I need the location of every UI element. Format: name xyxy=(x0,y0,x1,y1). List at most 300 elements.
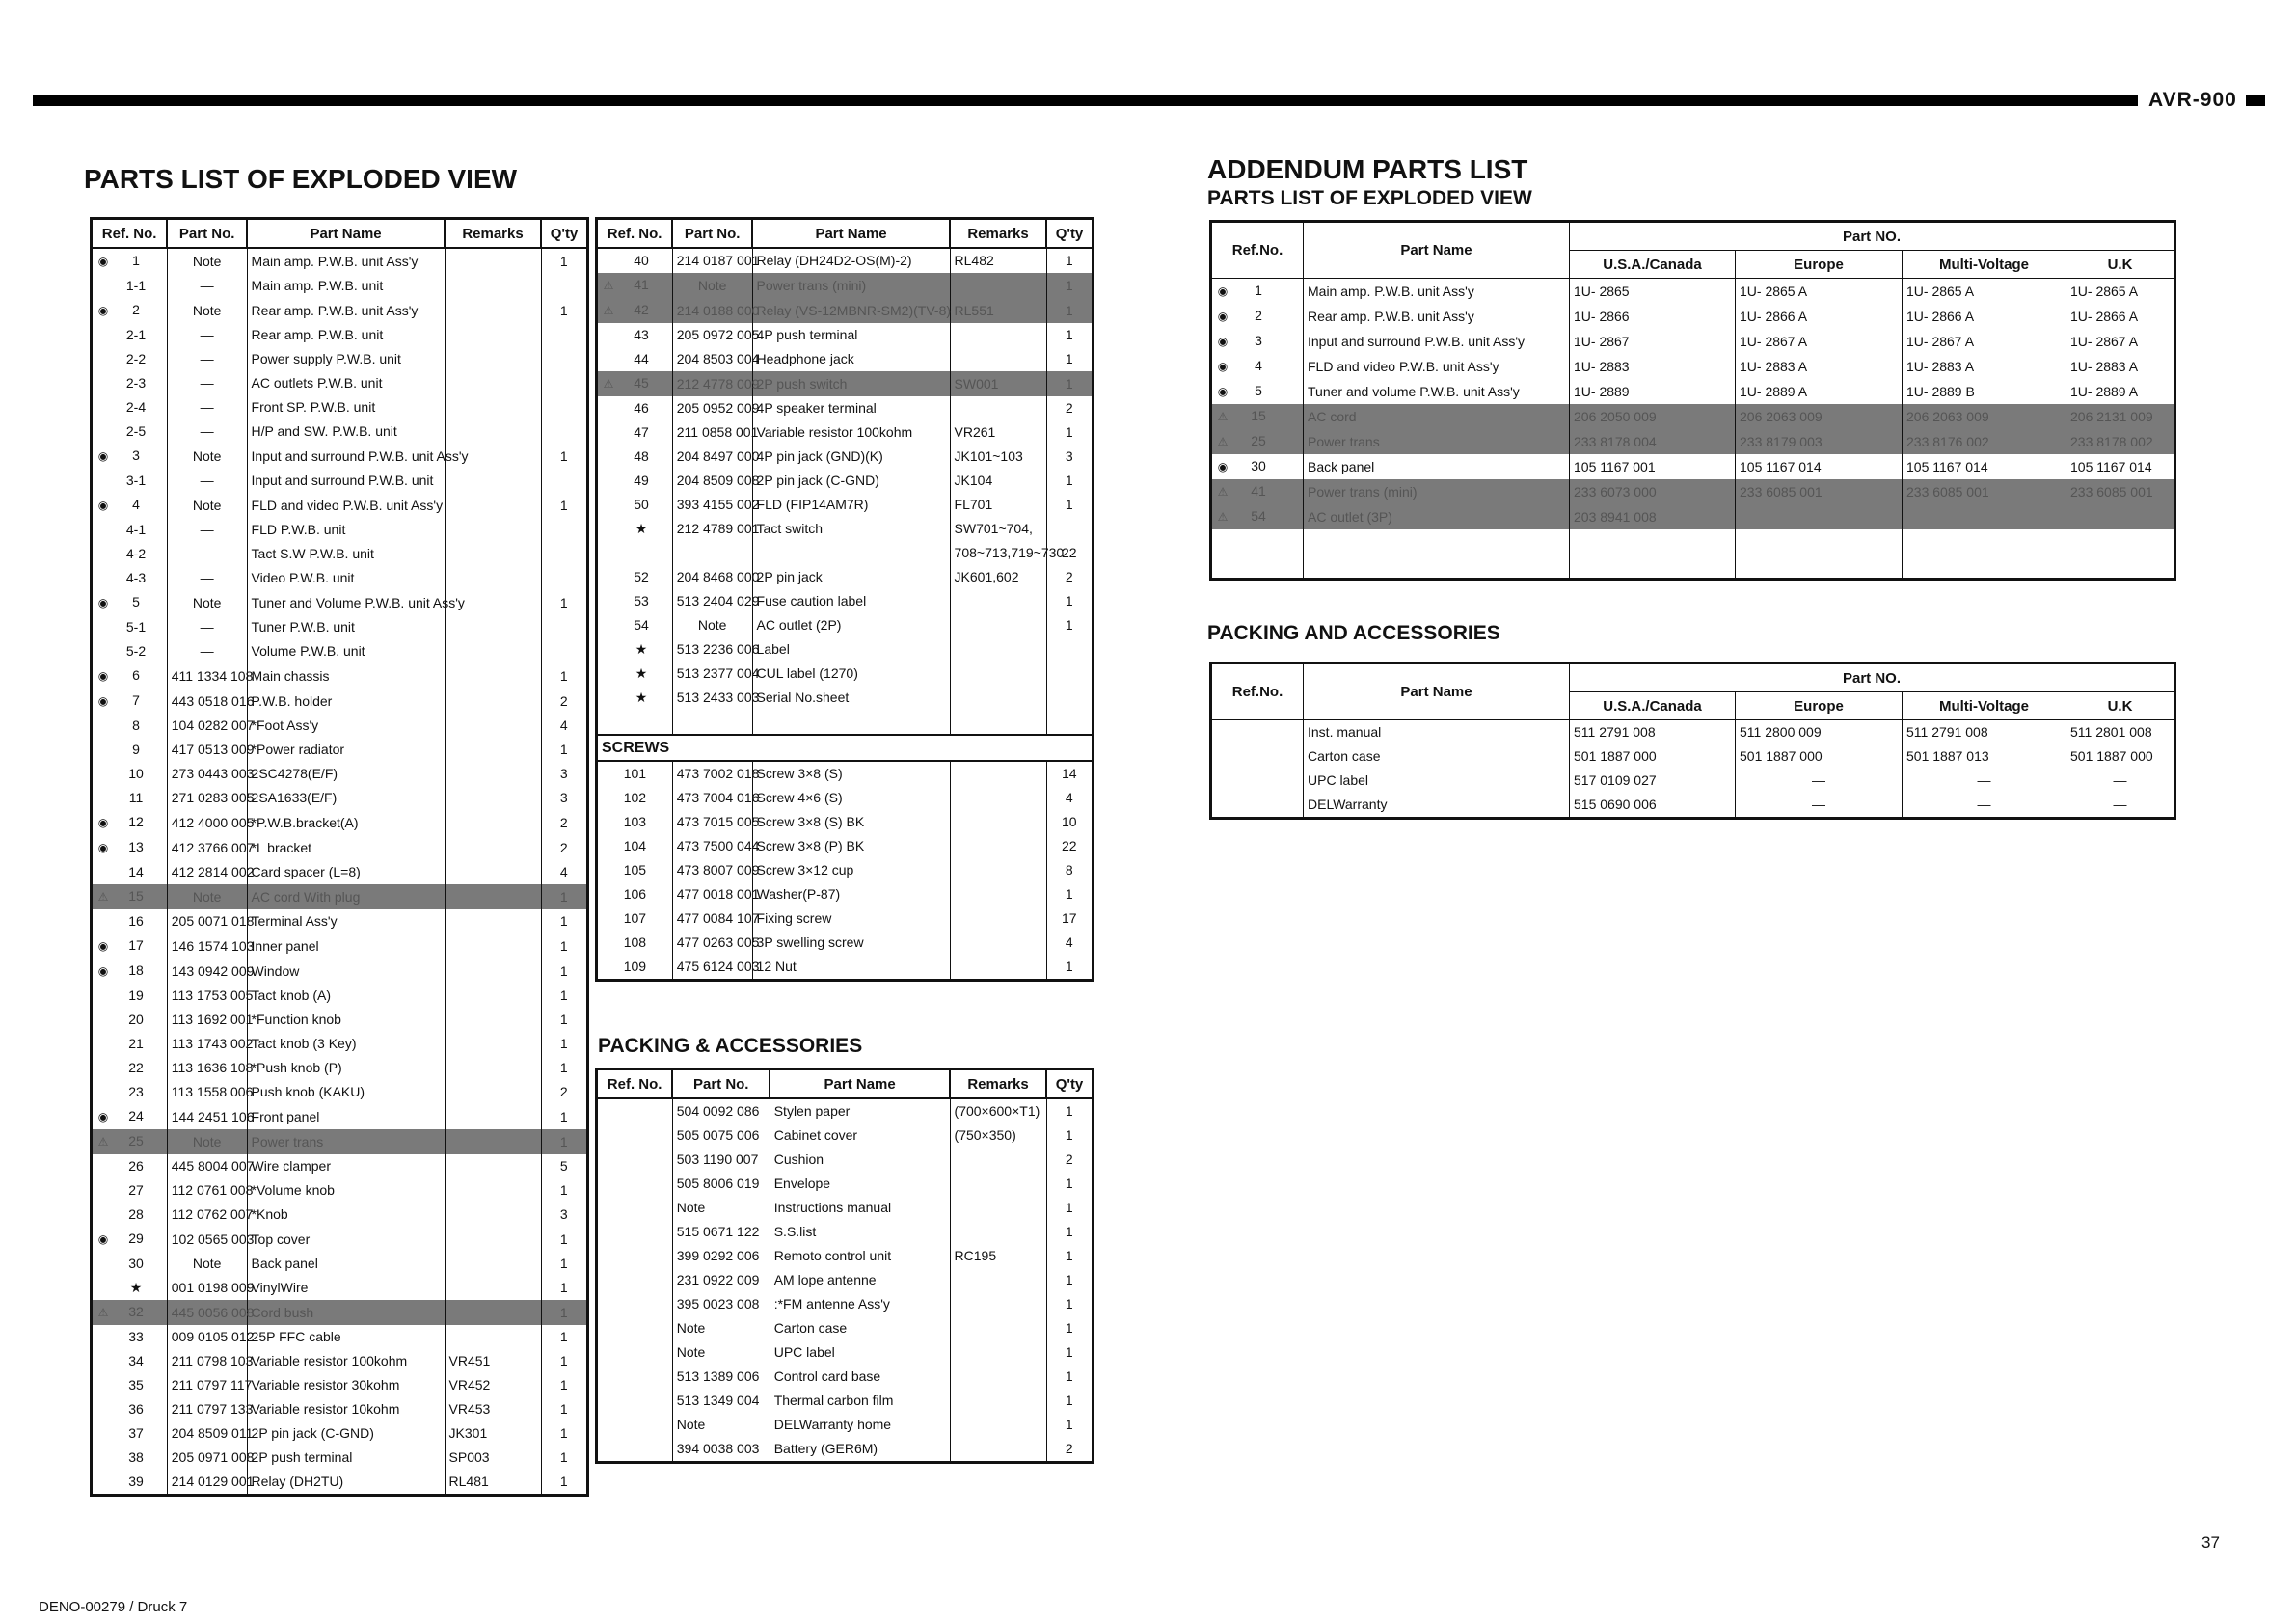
part-name-cell: Volume P.W.B. unit xyxy=(247,639,445,663)
part-no-cell: 1U- 2883 A xyxy=(1903,354,2066,379)
part-no-cell: 511 2791 008 xyxy=(1903,720,2066,745)
ref-cell xyxy=(1211,720,1304,745)
ref-number: 21 xyxy=(128,1036,144,1051)
part-name-cell: Card spacer (L=8) xyxy=(247,860,445,884)
remarks-cell: RC195 xyxy=(950,1244,1046,1268)
ref-number: 7 xyxy=(132,692,140,708)
remarks-cell xyxy=(445,1104,541,1129)
ref-cell xyxy=(92,1325,168,1349)
ref-cell xyxy=(597,1244,673,1268)
ref-number: 3 xyxy=(1255,333,1262,348)
qty-cell: 1 xyxy=(541,298,588,323)
remarks-cell xyxy=(950,613,1046,637)
part-no-cell xyxy=(2066,504,2175,529)
table-row xyxy=(1211,769,2175,793)
table-row xyxy=(597,761,1094,786)
part-name-cell: Main chassis xyxy=(247,663,445,689)
part-no-cell: 511 2801 008 xyxy=(2066,720,2175,745)
ref-number: 22 xyxy=(128,1060,144,1075)
addendum-table xyxy=(1209,220,2176,581)
remarks-cell xyxy=(445,714,541,738)
ref-cell xyxy=(597,1316,673,1340)
table-row xyxy=(92,663,588,689)
ref-cell xyxy=(92,835,168,860)
table-row xyxy=(92,810,588,835)
col-remarks: Remarks xyxy=(950,1069,1046,1099)
part-name-cell: AC outlets P.W.B. unit xyxy=(247,371,445,395)
part-name-cell: *Push knob (P) xyxy=(247,1056,445,1080)
col-part-name: Part Name xyxy=(752,219,950,249)
part-name-cell: Tact knob (A) xyxy=(247,984,445,1008)
ref-number: 43 xyxy=(634,327,649,342)
remarks-cell xyxy=(445,1008,541,1032)
remarks-cell xyxy=(445,959,541,984)
qty-cell xyxy=(541,395,588,419)
remarks-cell xyxy=(445,323,541,347)
remarks-cell xyxy=(445,762,541,786)
ref-cell xyxy=(92,298,168,323)
part-name-cell: 2SA1633(E/F) xyxy=(247,786,445,810)
ref-cell xyxy=(597,248,673,273)
part-name-cell: Tuner and volume P.W.B. unit Ass'y xyxy=(1304,379,1570,404)
part-no-cell: 473 7015 005 xyxy=(672,810,752,834)
part-name-cell: Tuner and Volume P.W.B. unit Ass'y xyxy=(247,590,445,615)
part-name-cell: Battery (GER6M) xyxy=(770,1437,950,1463)
ref-cell xyxy=(597,445,673,469)
marker-icon: ◉ xyxy=(97,255,109,268)
remarks-cell xyxy=(445,1203,541,1227)
ref-number: 1-1 xyxy=(125,278,147,293)
table-row xyxy=(597,420,1094,445)
col-multi: Multi-Voltage xyxy=(1903,251,2066,279)
table-row xyxy=(92,1252,588,1276)
ref-cell xyxy=(597,1196,673,1220)
ref-number: 54 xyxy=(634,617,649,633)
part-no-cell: 206 2063 009 xyxy=(1903,404,2066,429)
remarks-cell xyxy=(950,810,1046,834)
remarks-cell xyxy=(445,663,541,689)
ref-cell: 109 xyxy=(597,955,673,981)
part-no-cell: — xyxy=(167,518,247,542)
part-no-cell: 473 8007 009 xyxy=(672,858,752,882)
ref-cell xyxy=(92,469,168,493)
part-no-cell: 475 6124 003 xyxy=(672,955,752,981)
ref-cell xyxy=(92,1154,168,1178)
remarks-cell xyxy=(445,518,541,542)
col-multi: Multi-Voltage xyxy=(1903,692,2066,720)
table-row xyxy=(1211,479,2175,504)
part-no-cell: 1U- 2883 A xyxy=(2066,354,2175,379)
part-name-cell: Main amp. P.W.B. unit xyxy=(247,274,445,298)
table-row xyxy=(92,689,588,714)
part-no-cell: 501 1887 000 xyxy=(1570,744,1736,769)
ref-number: 13 xyxy=(128,839,144,854)
ref-cell: 101 xyxy=(597,761,673,786)
ref-cell xyxy=(597,1389,673,1413)
part-name-cell: Power supply P.W.B. unit xyxy=(247,347,445,371)
table-row xyxy=(92,1178,588,1203)
remarks-cell: FL701 xyxy=(950,493,1046,517)
table-row xyxy=(597,1292,1094,1316)
marker-icon: ⚠ xyxy=(1217,410,1229,423)
exploded-parts-table xyxy=(90,217,589,1497)
part-no-cell: 411 1334 108 xyxy=(167,663,247,689)
part-name-cell: Video P.W.B. unit xyxy=(247,566,445,590)
remarks-cell xyxy=(950,858,1046,882)
ref-cell xyxy=(1211,793,1304,819)
part-name-cell: 12 Nut xyxy=(752,955,950,981)
part-name-cell: Input and surround P.W.B. unit xyxy=(247,469,445,493)
qty-cell: 1 xyxy=(1046,273,1094,298)
table-row xyxy=(1211,304,2175,329)
part-name-cell: 2P pin jack (C-GND) xyxy=(752,469,950,493)
part-no-cell: 513 1349 004 xyxy=(672,1389,770,1413)
table-row xyxy=(92,542,588,566)
table-row xyxy=(1211,454,2175,479)
qty-cell: 4 xyxy=(541,860,588,884)
marker-icon: ◉ xyxy=(97,449,109,463)
ref-cell xyxy=(597,1437,673,1463)
remarks-cell xyxy=(445,1129,541,1154)
part-no-cell: 1U- 2866 A xyxy=(1903,304,2066,329)
remarks-cell xyxy=(950,589,1046,613)
col-qty: Q'ty xyxy=(1046,219,1094,249)
table-row xyxy=(597,834,1094,858)
part-no-cell: 205 0971 008 xyxy=(167,1446,247,1470)
ref-cell xyxy=(92,714,168,738)
ref-number: 4-1 xyxy=(125,522,147,537)
ref-number: 41 xyxy=(634,277,649,292)
part-no-cell: 477 0084 107 xyxy=(672,906,752,931)
part-name-cell xyxy=(752,710,950,735)
part-name-cell: Cushion xyxy=(770,1148,950,1172)
part-no-cell xyxy=(2066,529,2175,554)
qty-cell: 1 xyxy=(541,1300,588,1325)
qty-cell xyxy=(541,542,588,566)
part-no-cell: 1U- 2865 A xyxy=(2066,279,2175,305)
qty-cell xyxy=(1046,686,1094,710)
table-row xyxy=(92,884,588,909)
ref-cell xyxy=(597,1123,673,1148)
part-no-cell: 204 8503 004 xyxy=(672,347,752,371)
part-no-cell: 143 0942 009 xyxy=(167,959,247,984)
part-no-cell: 513 2404 029 xyxy=(672,589,752,613)
part-name-cell: Tact switch xyxy=(752,517,950,541)
part-name-cell: :*FM antenne Ass'y xyxy=(770,1292,950,1316)
ref-cell: 102 xyxy=(597,786,673,810)
remarks-cell xyxy=(445,909,541,933)
col-part-no: Part No. xyxy=(672,1069,770,1099)
part-name-cell: Relay (VS-12MBNR-SM2)(TV-8) xyxy=(752,298,950,323)
header-rule xyxy=(33,95,2138,106)
remarks-cell xyxy=(950,1268,1046,1292)
table-row xyxy=(92,1373,588,1397)
part-name-cell: Rear amp. P.W.B. unit Ass'y xyxy=(247,298,445,323)
table-row xyxy=(597,248,1094,273)
qty-cell: 1 xyxy=(1046,248,1094,273)
marker-icon: ⚠ xyxy=(97,1135,109,1149)
remarks-cell xyxy=(445,347,541,371)
ref-cell xyxy=(92,323,168,347)
ref-number: 44 xyxy=(634,351,649,366)
remarks-cell xyxy=(950,1389,1046,1413)
qty-cell: 3 xyxy=(541,762,588,786)
qty-cell: 3 xyxy=(541,786,588,810)
ref-cell xyxy=(92,1032,168,1056)
ref-cell xyxy=(597,710,673,735)
ref-cell xyxy=(1211,304,1304,329)
qty-cell: 10 xyxy=(1046,810,1094,834)
ref-cell xyxy=(1211,769,1304,793)
part-no-cell: 1U- 2866 A xyxy=(1736,304,1903,329)
part-no-cell: 1U- 2867 A xyxy=(1903,329,2066,354)
table-row xyxy=(597,955,1094,981)
remarks-cell xyxy=(950,1437,1046,1463)
part-no-cell: 513 2377 004 xyxy=(672,662,752,686)
part-no-cell: 205 0972 005 xyxy=(672,323,752,347)
part-no-cell: 204 8509 008 xyxy=(672,469,752,493)
ref-cell: 108 xyxy=(597,931,673,955)
part-no-cell: 1U- 2865 A xyxy=(1736,279,1903,305)
part-name-cell: AM lope antenne xyxy=(770,1268,950,1292)
qty-cell: 4 xyxy=(1046,786,1094,810)
part-name-cell: *Knob xyxy=(247,1203,445,1227)
marker-icon: ⚠ xyxy=(1217,485,1229,499)
marker-icon: ◉ xyxy=(97,596,109,609)
packing-table xyxy=(595,1068,1094,1464)
part-no-cell: 009 0105 012 xyxy=(167,1325,247,1349)
part-no-cell: 113 1558 006 xyxy=(167,1080,247,1104)
part-no-cell: 473 7002 018 xyxy=(672,761,752,786)
part-name-cell: *P.W.B.bracket(A) xyxy=(247,810,445,835)
col-uk: U.K xyxy=(2066,251,2175,279)
part-no-cell: 501 1887 000 xyxy=(2066,744,2175,769)
qty-cell: 1 xyxy=(1046,493,1094,517)
part-name-cell: Headphone jack xyxy=(752,347,950,371)
part-name-cell: AC cord With plug xyxy=(247,884,445,909)
remarks-cell xyxy=(950,347,1046,371)
ref-cell xyxy=(1211,529,1304,554)
table-row xyxy=(92,1470,588,1496)
remarks-cell: RL551 xyxy=(950,298,1046,323)
qty-cell: 8 xyxy=(1046,858,1094,882)
part-no-cell: 233 6085 001 xyxy=(2066,479,2175,504)
ref-number: 48 xyxy=(634,448,649,464)
part-name-cell: *Power radiator xyxy=(247,738,445,762)
part-name-cell: Front panel xyxy=(247,1104,445,1129)
ref-cell xyxy=(597,323,673,347)
remarks-cell: SW701~704, xyxy=(950,517,1046,541)
ref-cell xyxy=(597,1340,673,1365)
table-row xyxy=(597,1220,1094,1244)
remarks-cell xyxy=(445,1154,541,1178)
ref-cell xyxy=(1211,479,1304,504)
table-row xyxy=(92,347,588,371)
part-no-cell: — xyxy=(167,347,247,371)
ref-cell xyxy=(92,1300,168,1325)
remarks-cell xyxy=(445,615,541,639)
part-no-cell xyxy=(1903,504,2066,529)
table-row xyxy=(92,590,588,615)
ref-cell xyxy=(597,347,673,371)
part-no-cell: 501 1887 013 xyxy=(1903,744,2066,769)
ref-cell xyxy=(92,639,168,663)
ref-cell xyxy=(597,1413,673,1437)
table-row xyxy=(92,298,588,323)
part-name-cell: Label xyxy=(752,637,950,662)
part-name-cell xyxy=(752,541,950,565)
ref-number: 16 xyxy=(128,913,144,929)
ref-cell xyxy=(1211,504,1304,529)
ref-number: 2 xyxy=(1255,308,1262,323)
table-row xyxy=(597,565,1094,589)
table-row xyxy=(597,1389,1094,1413)
part-name-cell: Thermal carbon film xyxy=(770,1389,950,1413)
ref-cell xyxy=(1211,744,1304,769)
part-name-cell: FLD and video P.W.B. unit Ass'y xyxy=(1304,354,1570,379)
part-no-cell: 445 8004 007 xyxy=(167,1154,247,1178)
part-no-cell: — xyxy=(167,323,247,347)
part-name-cell: DELWarranty home xyxy=(770,1413,950,1437)
table-row xyxy=(597,686,1094,710)
page-number: 37 xyxy=(2201,1533,2220,1552)
remarks-cell xyxy=(445,248,541,274)
part-no-cell: — xyxy=(167,274,247,298)
part-no-cell: 394 0038 003 xyxy=(672,1437,770,1463)
part-no-cell: — xyxy=(167,639,247,663)
qty-cell: 1 xyxy=(541,1325,588,1349)
part-name-cell: 2SC4278(E/F) xyxy=(247,762,445,786)
remarks-cell xyxy=(950,1292,1046,1316)
part-no-cell: — xyxy=(1736,769,1903,793)
part-no-cell: 233 8178 002 xyxy=(2066,429,2175,454)
part-name-cell: Variable resistor 30kohm xyxy=(247,1373,445,1397)
part-name-cell: Power trans xyxy=(1304,429,1570,454)
part-no-cell: 515 0690 006 xyxy=(1570,793,1736,819)
ref-number: 42 xyxy=(634,302,649,317)
table-row xyxy=(597,517,1094,541)
marker-icon: ◉ xyxy=(97,964,109,978)
part-no-cell: Note xyxy=(167,884,247,909)
ref-number: 11 xyxy=(128,790,144,805)
part-no-cell: — xyxy=(167,566,247,590)
part-no-cell: 412 4000 005 xyxy=(167,810,247,835)
part-name-cell: Carton case xyxy=(1304,744,1570,769)
part-no-cell: 271 0283 005 xyxy=(167,786,247,810)
part-no-cell: 1U- 2865 xyxy=(1570,279,1736,305)
ref-number: 46 xyxy=(634,400,649,416)
remarks-cell: RL482 xyxy=(950,248,1046,273)
ref-number: 4-2 xyxy=(125,546,147,561)
table-row xyxy=(597,1413,1094,1437)
ref-cell xyxy=(92,1178,168,1203)
part-no-cell: 105 1167 014 xyxy=(1903,454,2066,479)
table-row xyxy=(92,786,588,810)
part-name-cell: Power trans (mini) xyxy=(1304,479,1570,504)
qty-cell xyxy=(541,469,588,493)
ref-number: 38 xyxy=(128,1449,144,1465)
remarks-cell xyxy=(445,1325,541,1349)
ref-number: 2-5 xyxy=(125,423,147,439)
part-no-cell xyxy=(1570,529,1736,554)
ref-number: 23 xyxy=(128,1084,144,1099)
part-name-cell: *Volume knob xyxy=(247,1178,445,1203)
table-row xyxy=(1211,429,2175,454)
part-no-cell: 513 1389 006 xyxy=(672,1365,770,1389)
qty-cell: 3 xyxy=(541,1203,588,1227)
marker-icon: ◉ xyxy=(97,694,109,708)
part-name-cell: Serial No.sheet xyxy=(752,686,950,710)
part-no-cell: 104 0282 007 xyxy=(167,714,247,738)
ref-cell xyxy=(92,909,168,933)
col-usa: U.S.A./Canada xyxy=(1570,251,1736,279)
table-row xyxy=(92,1349,588,1373)
qty-cell: 1 xyxy=(541,959,588,984)
qty-cell: 1 xyxy=(1046,1172,1094,1196)
part-name-cell: Screw 3×8 (S) xyxy=(752,761,950,786)
part-no-cell: 204 8509 011 xyxy=(167,1421,247,1446)
table-row xyxy=(597,1268,1094,1292)
part-name-cell: UPC label xyxy=(1304,769,1570,793)
ref-cell xyxy=(597,1365,673,1389)
part-name-cell: Cabinet cover xyxy=(770,1123,950,1148)
left-title: PARTS LIST OF EXPLODED VIEW xyxy=(84,164,518,194)
ref-cell xyxy=(92,395,168,419)
marker-icon: ◉ xyxy=(1217,310,1229,323)
part-no-cell: 231 0922 009 xyxy=(672,1268,770,1292)
part-name-cell: Terminal Ass'y xyxy=(247,909,445,933)
part-no-cell: 146 1574 103 xyxy=(167,933,247,959)
part-name-cell: Envelope xyxy=(770,1172,950,1196)
part-name-cell: Push knob (KAKU) xyxy=(247,1080,445,1104)
part-no-cell: Note xyxy=(167,248,247,274)
qty-cell: 1 xyxy=(541,1470,588,1496)
table-row xyxy=(597,662,1094,686)
qty-cell: 1 xyxy=(541,1397,588,1421)
table-row xyxy=(92,1397,588,1421)
col-ref: Ref.No. xyxy=(1211,222,1304,279)
table-row xyxy=(597,906,1094,931)
ref-number: 27 xyxy=(128,1182,144,1198)
table-row xyxy=(92,835,588,860)
part-no-cell: 1U- 2883 A xyxy=(1736,354,1903,379)
qty-cell: 1 xyxy=(1046,1098,1094,1123)
part-no-cell: 515 0671 122 xyxy=(672,1220,770,1244)
table-row xyxy=(92,1008,588,1032)
qty-cell: 14 xyxy=(1046,761,1094,786)
remarks-cell xyxy=(445,1056,541,1080)
remarks-cell xyxy=(445,1080,541,1104)
qty-cell xyxy=(541,639,588,663)
part-no-cell: 233 6085 001 xyxy=(1736,479,1903,504)
qty-cell: 1 xyxy=(1046,1389,1094,1413)
part-name-cell: Tact S.W P.W.B. unit xyxy=(247,542,445,566)
remarks-cell xyxy=(445,786,541,810)
part-name-cell: P.W.B. holder xyxy=(247,689,445,714)
ref-cell xyxy=(597,1268,673,1292)
ref-cell: 107 xyxy=(597,906,673,931)
ref-number: 15 xyxy=(128,888,144,904)
part-name-cell: Window xyxy=(247,959,445,984)
ref-number: 14 xyxy=(128,864,144,879)
qty-cell: 1 xyxy=(1046,420,1094,445)
part-name-cell: Fuse caution label xyxy=(752,589,950,613)
qty-cell: 1 xyxy=(1046,1316,1094,1340)
part-no-cell: 1U- 2867 A xyxy=(2066,329,2175,354)
table-row xyxy=(92,762,588,786)
col-part-no-group: Part NO. xyxy=(1570,663,2175,692)
document-id: DENO-00279 / Druck 7 xyxy=(39,1599,188,1615)
